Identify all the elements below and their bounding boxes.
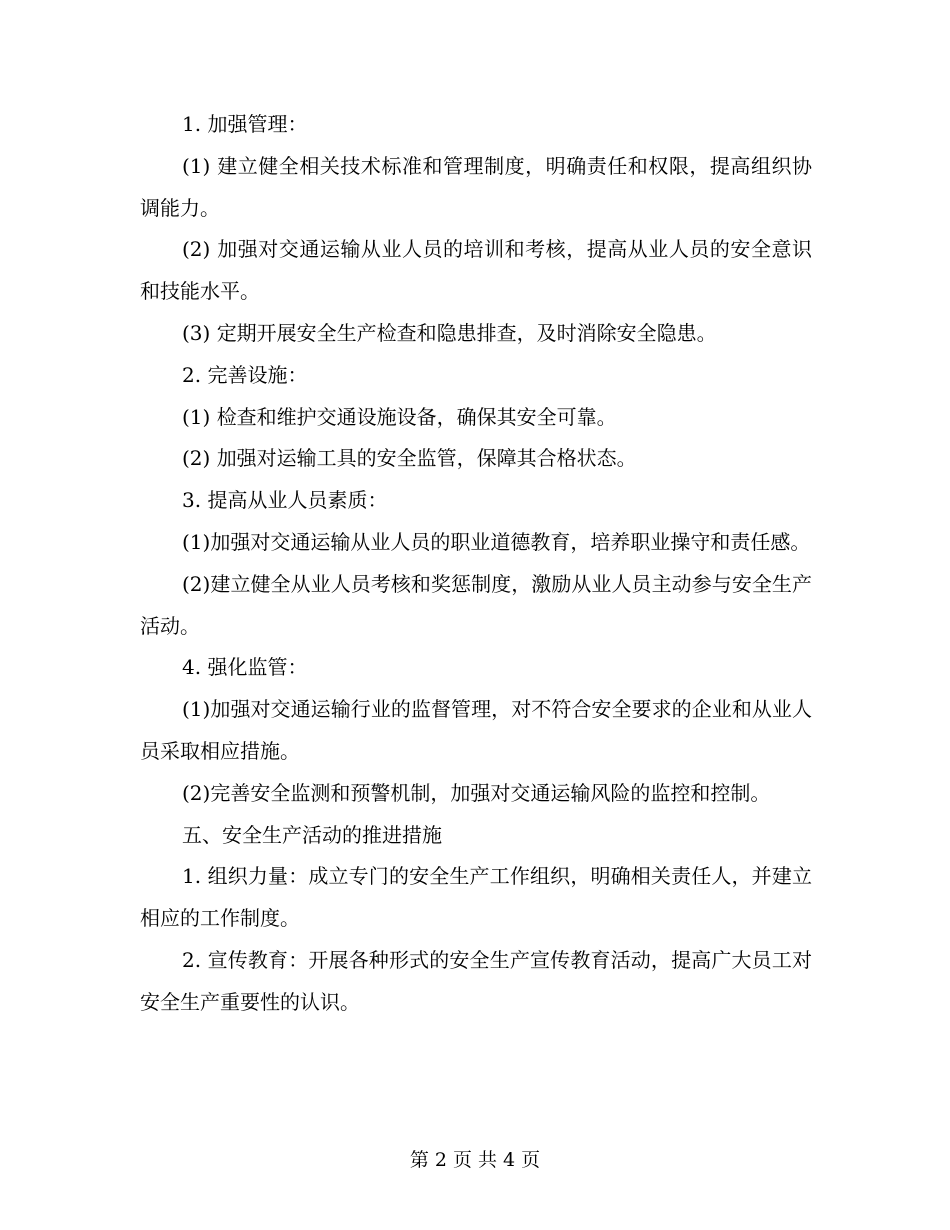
page-footer: 第 2 页 共 4 页 xyxy=(409,1149,541,1171)
section-heading-3: 3. 提高从业人员素质： xyxy=(182,488,388,513)
document-body xyxy=(140,104,812,1024)
paragraph: 2. 宣传教育：开展各种形式的安全生产宣传教育活动，提高广大员工对安全生产重要性的认识。 xyxy=(140,947,812,1014)
paragraph: (3) 定期开展安全生产检查和隐患排查，及时消除安全隐患。 xyxy=(182,320,717,345)
paragraph: (1) 建立健全相关技术标准和管理制度，明确责任和权限，提高组织协调能力。 xyxy=(140,153,812,220)
paragraph: (2)建立健全从业人员考核和奖惩制度，激励从业人员主动参与安全生产活动。 xyxy=(140,571,812,638)
paragraph: (2)完善安全监测和预警机制，加强对交通运输风险的监控和控制。 xyxy=(182,780,771,805)
paragraph: 1. 组织力量：成立专门的安全生产工作组织，明确相关责任人，并建立相应的工作制度。 xyxy=(140,864,812,931)
paragraph: (1)加强对交通运输从业人员的职业道德教育，培养职业操守和责任感。 xyxy=(182,529,811,554)
paragraph: (2) 加强对交通运输从业人员的培训和考核，提高从业人员的安全意识和技能水平。 xyxy=(140,237,812,304)
chapter-heading-5: 五、安全生产活动的推进措施 xyxy=(182,822,442,847)
section-heading-2: 2. 完善设施： xyxy=(182,362,308,387)
section-heading-1: 1. 加强管理： xyxy=(182,112,308,136)
paragraph: (1)加强对交通运输行业的监督管理，对不符合安全要求的企业和从业人员采取相应措施。 xyxy=(140,697,812,763)
section-heading-4: 4. 强化监管： xyxy=(182,655,308,680)
paragraph: (2) 加强对运输工具的安全监管，保障其合格状态。 xyxy=(182,446,637,471)
paragraph: (1) 检查和维护交通设施设备，确保其安全可靠。 xyxy=(182,404,617,429)
